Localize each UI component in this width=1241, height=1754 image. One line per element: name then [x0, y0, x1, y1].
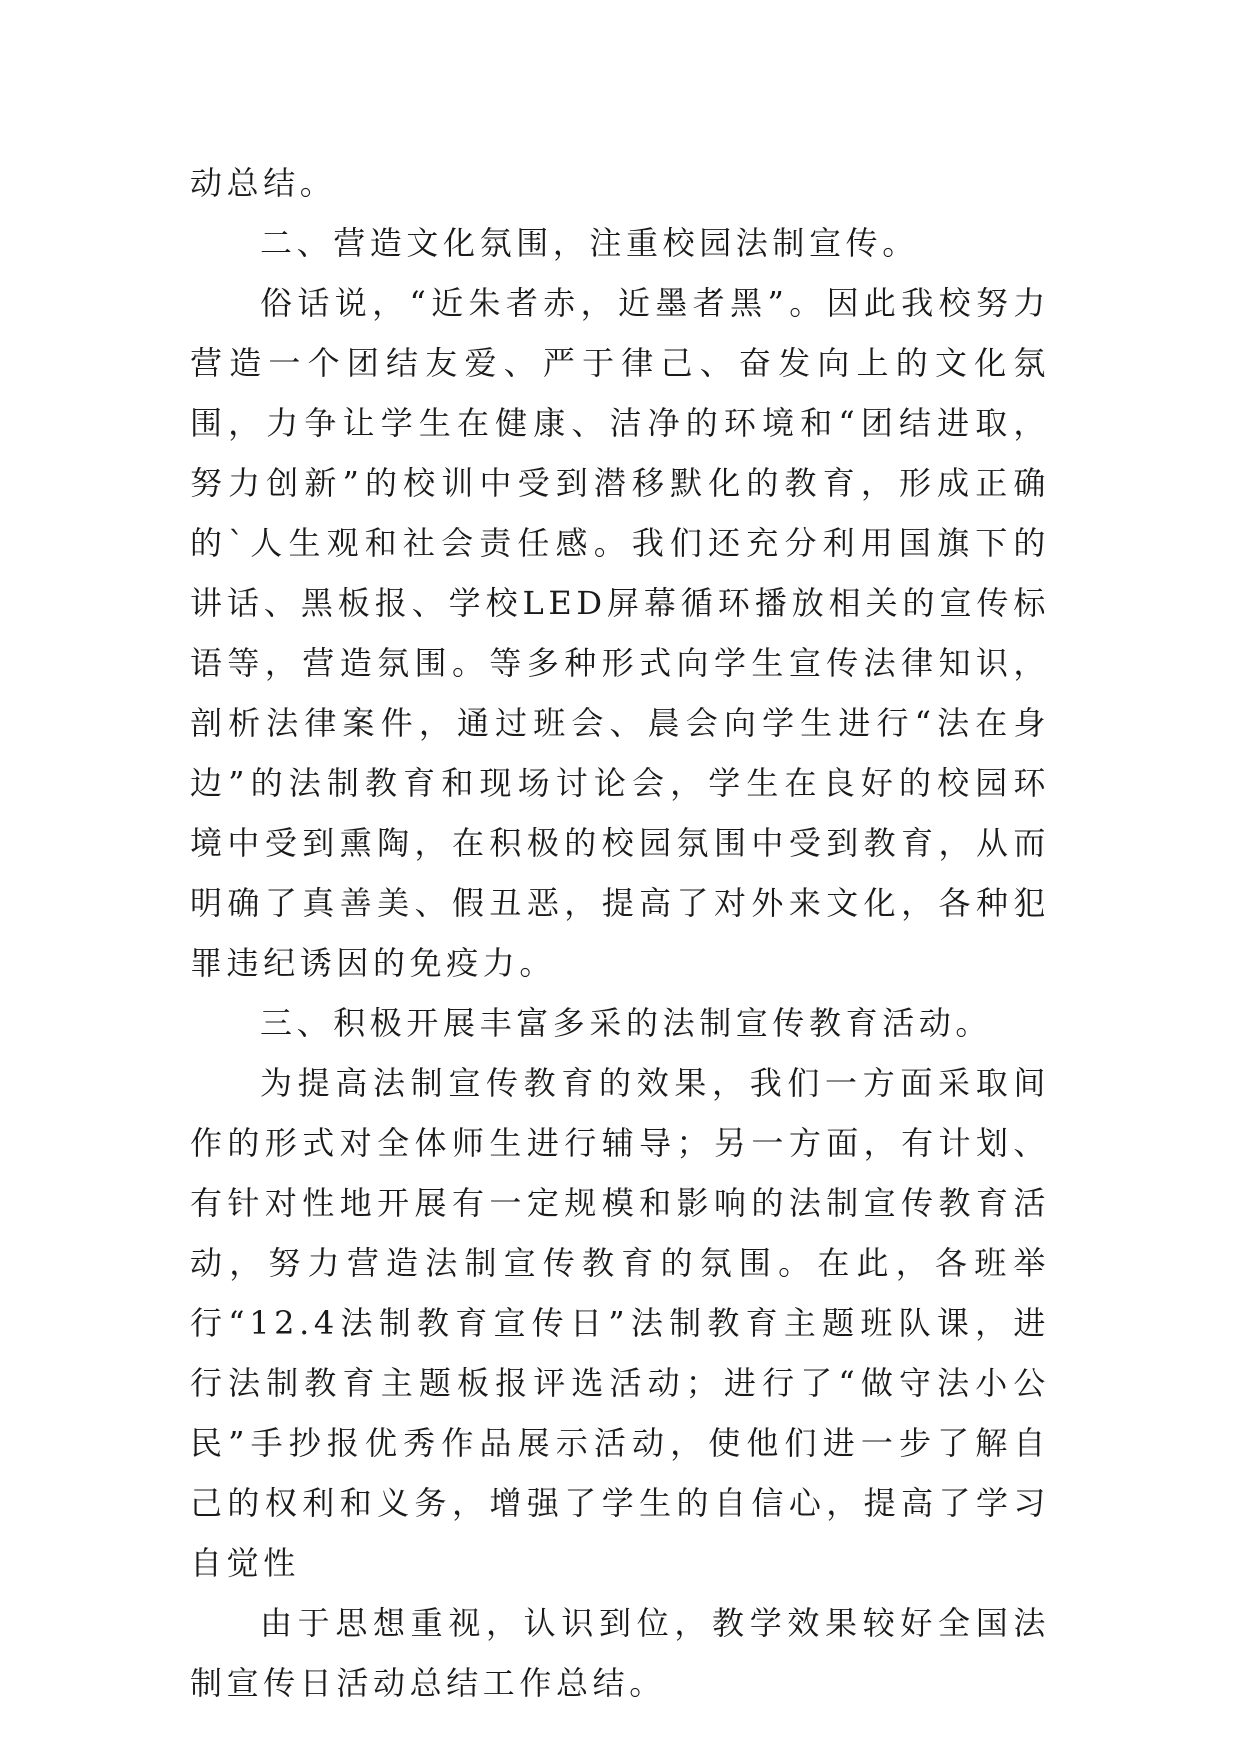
document-body [190, 153, 1050, 1713]
paragraph-conclusion: 由于思想重视，认识到位，教学效果较好全国法制宣传日活动总结工作总结。 [190, 1604, 1050, 1702]
section-heading-2: 二、营造文化氛围，注重校园法制宣传。 [260, 224, 919, 262]
paragraph-activities: 为提高法制宣传教育的效果，我们一方面采取间作的形式对全体师生进行辅导；另一方面，有计划、有针对性地开展有一定规模和影响的法制宣传教育活动，努力营造法制宣传教育的氛围。在此，各班举行“12.4法制教育宣传日”法制教育主题班队课，进行法制教育主题板报评选活动；进行了“做守法小公民”手抄报优秀作品展示活动，使他们进一步了解自己的权利和义务，增强了学生的自信心，提高了学习自觉性 [190, 1064, 1050, 1582]
paragraph-culture: 俗话说，“近朱者赤，近墨者黑”。因此我校努力营造一个团结友爱、严于律己、奋发向上的文化氛围，力争让学生在健康、洁净的环境和“团结进取，努力创新”的校训中受到潜移默化的教育，形成正确的`人生观和社会责任感。我们还充分利用国旗下的讲话、黑板报、学校LED屏幕循环播放相关的宣传标语等，营造氛围。等多种形式向学生宣传法律知识，剖析法律案件，通过班会、晨会向学生进行“法在身边”的法制教育和现场讨论会，学生在良好的校园环境中受到熏陶，在积极的校园氛围中受到教育，从而明确了真善美、假丑恶，提高了对外来文化，各种犯罪违纪诱因的免疫力。 [190, 284, 1050, 982]
paragraph-continuation: 动总结。 [190, 164, 337, 202]
section-heading-3: 三、积极开展丰富多采的法制宣传教育活动。 [260, 1004, 993, 1042]
